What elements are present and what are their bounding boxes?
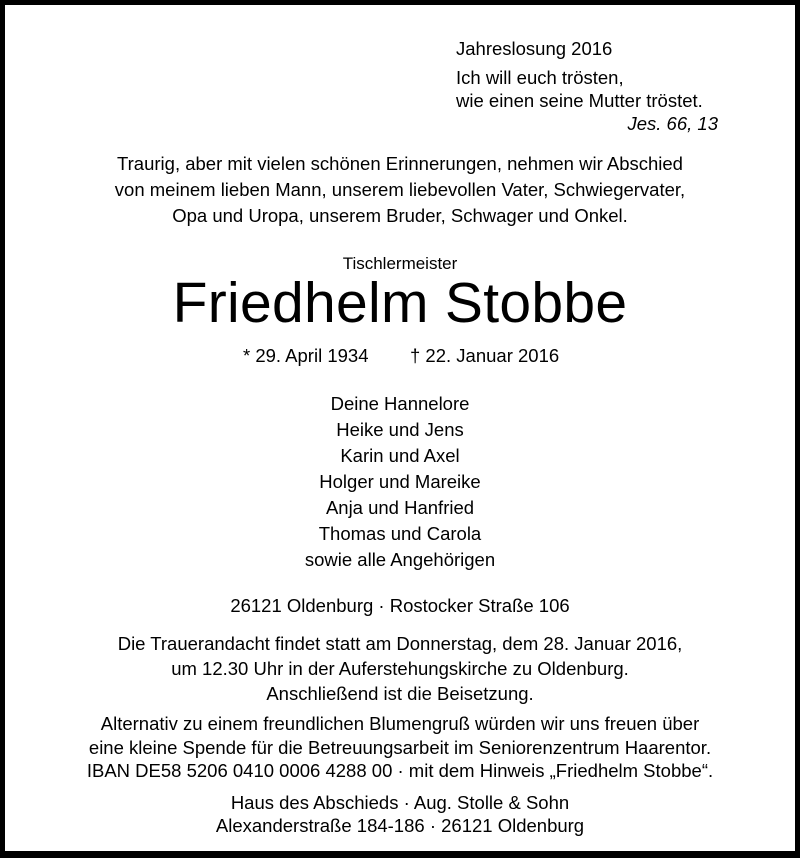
mourner: sowie alle Angehörigen <box>304 549 496 570</box>
donation-line: IBAN DE58 5206 0410 0006 4288 00 · mit dem Hinweis „Friedhelm Stobbe“. <box>86 760 714 781</box>
mourner: Heike und Jens <box>336 419 464 440</box>
bible-reference: Jes. 66, 13 <box>627 113 718 134</box>
mourner: Thomas und Carola <box>318 523 482 544</box>
motto-line: Ich will euch trösten, <box>456 67 624 88</box>
donation-line: eine kleine Spende für die Betreuungsarbeit im Seniorenzentrum Haarentor. <box>88 737 712 758</box>
service-line: Die Trauerandacht findet statt am Donnerstag, dem 28. Januar 2016, <box>117 633 683 654</box>
intro-line: Traurig, aber mit vielen schönen Erinnerungen, nehmen wir Abschied <box>117 153 683 174</box>
deceased-name: Friedhelm Stobbe <box>172 271 628 335</box>
mourner: Holger und Mareike <box>319 471 481 492</box>
mourner: Karin und Axel <box>340 445 460 466</box>
funeral-home-line: Haus des Abschieds · Aug. Stolle & Sohn <box>230 792 570 813</box>
mourner: Deine Hannelore <box>330 393 470 414</box>
service-line: um 12.30 Uhr in der Auferstehungskirche zu Oldenburg. <box>171 658 629 679</box>
family-address: 26121 Oldenburg · Rostocker Straße 106 <box>230 595 570 616</box>
death-date: † 22. Januar 2016 <box>410 345 560 366</box>
funeral-home-line: Alexanderstraße 184-186 · 26121 Oldenburg <box>215 815 585 836</box>
intro-line: Opa und Uropa, unserem Bruder, Schwager und Onkel. <box>172 205 628 226</box>
mourner: Anja und Hanfried <box>325 497 475 518</box>
motto-title: Jahreslosung 2016 <box>456 38 613 59</box>
birth-date: * 29. April 1934 <box>243 345 369 366</box>
service-line: Anschließend ist die Beisetzung. <box>266 683 534 704</box>
profession: Tischlermeister <box>342 254 458 273</box>
donation-line: Alternativ zu einem freundlichen Blumengruß würden wir uns freuen über <box>100 713 700 734</box>
intro-line: von meinem lieben Mann, unserem liebevollen Vater, Schwiegervater, <box>114 179 686 200</box>
motto-line: wie einen seine Mutter tröstet. <box>456 90 703 111</box>
